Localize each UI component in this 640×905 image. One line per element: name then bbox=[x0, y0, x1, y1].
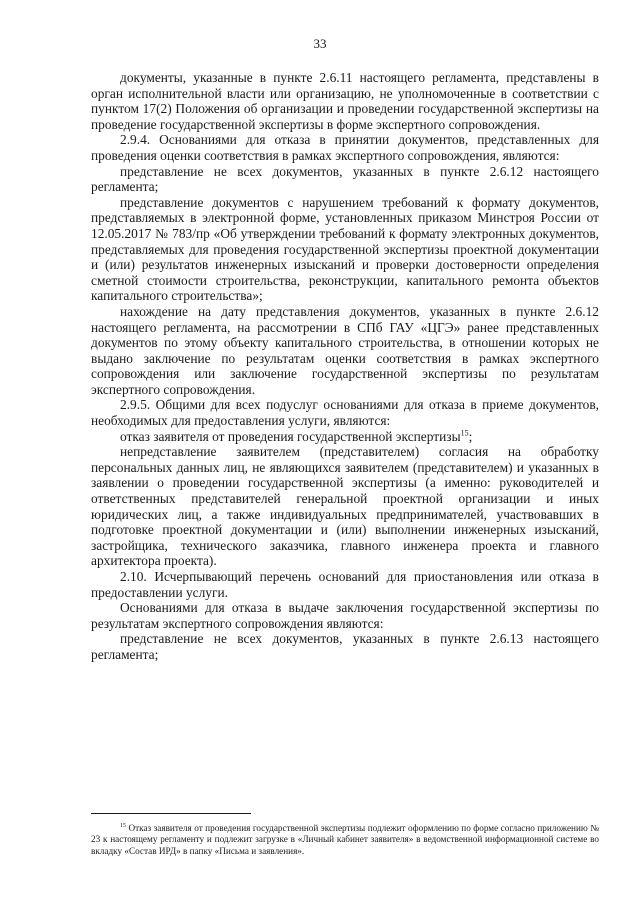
footnote-body: Отказ заявителя от проведения государственной экспертизы подлежит оформлению по форме согласно приложению № 23 к настоящему регламенту и подлежит загрузке в «Личный кабинет заявителя» в ведомственной информационной системе во вкладку «Состав ИРД» в папку «Письма и заявления». bbox=[91, 823, 599, 856]
paragraph: представление документов с нарушением требований к формату документов, представляемых в электронной форме, установленных приказом Минстроя России от 12.05.2017 № 783/пр «Об утверждении требований к формату электронных документов, представляемых для проведения государственной экспертизы проектной документации и (или) результатов инженерных изысканий и проверки достоверности определения сметной стоимости строительства, реконструкции, капитального ремонта объектов капитального строительства»; bbox=[91, 194, 599, 304]
refusal-tail: ; bbox=[468, 428, 473, 444]
refusal-text: отказ заявителя от проведения государственной экспертизы bbox=[120, 428, 461, 444]
paragraph-refusal bbox=[91, 429, 599, 445]
footnote bbox=[91, 821, 599, 857]
body-text bbox=[91, 70, 599, 663]
paragraph: представление не всех документов, указанных в пункте 2.6.13 настоящего регламента; bbox=[91, 631, 599, 662]
paragraph: представление не всех документов, указанных в пункте 2.6.12 настоящего регламента; bbox=[91, 163, 599, 195]
footnote-divider bbox=[91, 813, 251, 814]
paragraph: 2.9.4. Основаниями для отказа в принятии документов, представленных для проведения оценки соответствия в рамках экспертного сопровождения, являются: bbox=[91, 132, 599, 163]
footnote-marker: 15 bbox=[120, 823, 126, 829]
footnote-reference[interactable]: 15 bbox=[460, 428, 469, 438]
paragraph: 2.9.5. Общими для всех подуслуг основаниями для отказа в приеме документов, необходимых для предоставления услуги, являются: bbox=[91, 397, 599, 429]
footnote-text bbox=[91, 821, 599, 857]
paragraph: документы, указанные в пункте 2.6.11 настоящего регламента, представлены в орган исполнительной власти или организацию, не уполномоченные в соответствии с пунктом 17(2) Положения об организации и проведении государственной экспертизы на проведение государственной экспертизы в форме экспертного сопровождения. bbox=[91, 70, 599, 132]
paragraph: Основаниями для отказа в выдаче заключения государственной экспертизы по результатам экспертного сопровождения являются: bbox=[91, 600, 599, 631]
page-number: 33 bbox=[313, 36, 327, 51]
paragraph: 2.10. Исчерпывающий перечень оснований для приостановления или отказа в предоставлении услуги. bbox=[91, 569, 599, 600]
paragraph: нахождение на дату представления документов, указанных в пункте 2.6.12 настоящего регламента, на рассмотрении в СПб ГАУ «ЦГЭ» ранее представленных документов по этому объекту капитального строительства, в отношении которых не выдано заключение по результатам оценки соответствия в рамках экспертного сопровождения или заключение государственной экспертизы по результатам экспертного сопровождения. bbox=[91, 303, 599, 397]
paragraph: непредставление заявителем (представителем) согласия на обработку персональных данных лиц, не являющихся заявителем (представителем) и указанных в заявлении о проведении государственной экспертизы (а именно: руководителей и ответственных представителей генеральной проектной организации и иных юридических лиц, а также индивидуальных предпринимателей, участвовавших в подготовке проектной документации и (или) выполнении инженерных изысканий, застройщика, технического заказчика, главного инженера проекта и главного архитектора проекта). bbox=[91, 444, 599, 569]
